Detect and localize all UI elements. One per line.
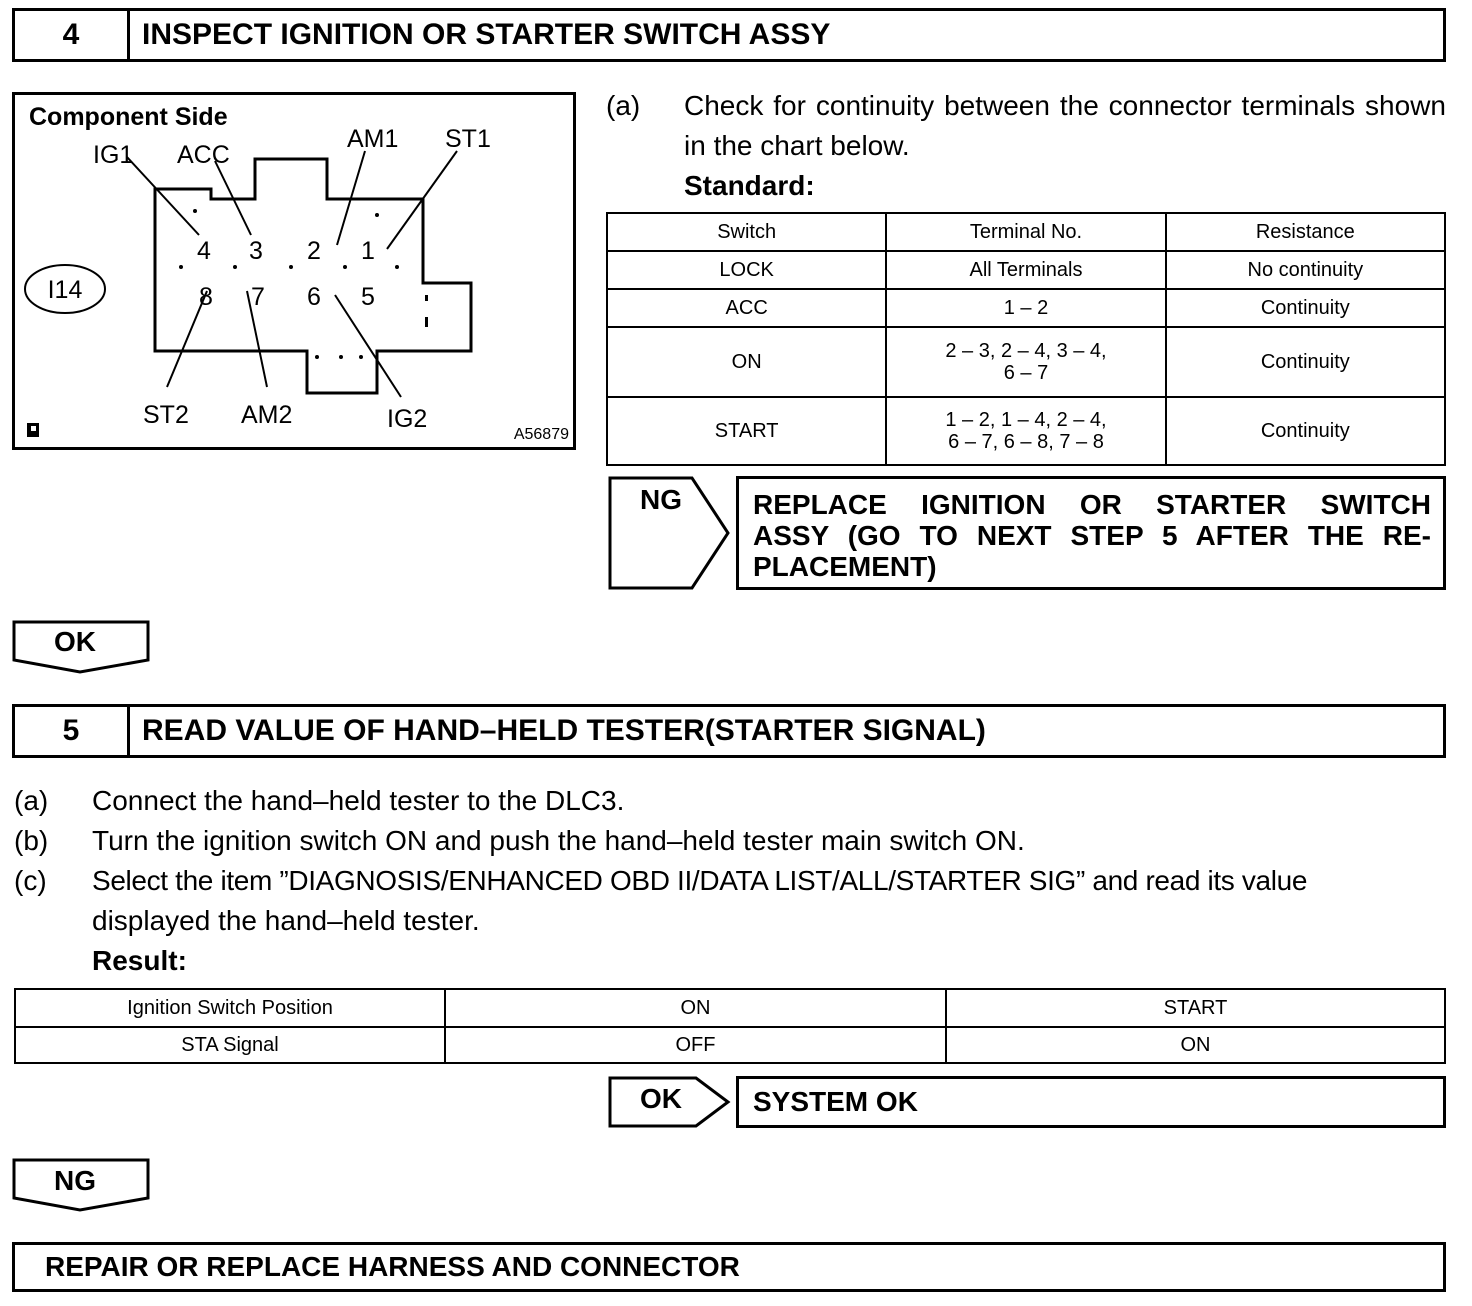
ng-arrow-label: NG (640, 484, 682, 515)
item-label: (a) (14, 785, 49, 816)
table-row (607, 327, 1445, 397)
table-header: START (946, 989, 1445, 1027)
cell-switch: ON (607, 327, 886, 397)
item-label: (b) (14, 825, 49, 856)
label-am1: AM1 (347, 125, 399, 153)
step-4-number: 4 (15, 11, 130, 59)
terminal-line: 6 – 7 (1003, 362, 1049, 384)
ng-result-line: REPLACE IGNITION OR STARTER SWITCH (753, 489, 1431, 520)
connector-figure (12, 92, 576, 450)
cell-terminal (886, 397, 1165, 465)
continuity-table (606, 212, 1446, 466)
label-acc: ACC (177, 141, 230, 169)
ng-result-line: PLACEMENT) (753, 551, 937, 582)
item-text: Connect the hand–held tester to the DLC3. (92, 785, 625, 816)
table-header: Resistance (1166, 213, 1445, 251)
item-text: Select the item ”DIAGNOSIS/ENHANCED OBD II/DATA LIST/ALL/STARTER SIG” and read its value (92, 865, 1308, 896)
label-st2: ST2 (143, 401, 189, 429)
terminal-line: 6 – 7, 6 – 8, 7 – 8 (948, 431, 1104, 453)
ng-result-line: ASSY (GO TO NEXT STEP 5 AFTER THE RE- (753, 520, 1431, 551)
label-am2: AM2 (241, 401, 293, 429)
connector-dots (179, 209, 428, 359)
cell-resistance: Continuity (1166, 327, 1445, 397)
cell-terminal: 1 – 2 (886, 289, 1165, 327)
step-5-instructions (14, 781, 1446, 981)
pin-3: 3 (249, 237, 263, 265)
pin-5: 5 (361, 283, 375, 311)
table-header: ON (445, 989, 946, 1027)
cell-switch: START (607, 397, 886, 465)
cell-switch: ACC (607, 289, 886, 327)
instruction-text: Check for continuity between the connector terminals shown in the chart below. (684, 90, 1446, 161)
step-5-header (12, 704, 1446, 758)
table-row (607, 251, 1445, 289)
label-ig1: IG1 (93, 141, 134, 169)
cell-switch: LOCK (607, 251, 886, 289)
step-5-number: 5 (15, 707, 130, 755)
table-row (15, 1027, 1445, 1063)
step-5-title: READ VALUE OF HAND–HELD TESTER(STARTER SIGNAL) (142, 714, 986, 747)
label-ig2: IG2 (387, 405, 428, 433)
result-label: Result: (92, 945, 187, 976)
list-item (14, 861, 1446, 941)
cell-resistance: Continuity (1166, 397, 1445, 465)
table-cell: OFF (445, 1027, 946, 1063)
step-4-instruction (606, 86, 1446, 206)
ok-down-label: OK (54, 626, 96, 657)
table-cell: STA Signal (15, 1027, 445, 1063)
list-item (14, 821, 1446, 861)
final-action-box (12, 1242, 1446, 1292)
table-header: Ignition Switch Position (15, 989, 445, 1027)
result-table (14, 988, 1446, 1064)
table-row (607, 397, 1445, 465)
table-row (15, 989, 1445, 1027)
connector-diagram (15, 95, 573, 447)
pin-6: 6 (307, 283, 321, 311)
ok-result-text: SYSTEM OK (753, 1086, 918, 1117)
pin-2: 2 (307, 237, 321, 265)
figure-heading: Component Side (29, 103, 228, 131)
step-4-header (12, 8, 1446, 62)
cell-terminal: All Terminals (886, 251, 1165, 289)
figure-code: A56879 (513, 426, 569, 443)
list-item (14, 781, 1446, 821)
terminal-line: 1 – 2, 1 – 4, 2 – 4, (945, 409, 1107, 431)
standard-label: Standard: (684, 170, 815, 201)
pin-8: 8 (199, 283, 213, 311)
table-header: Terminal No. (886, 213, 1165, 251)
step-4-title: INSPECT IGNITION OR STARTER SWITCH ASSY (142, 18, 831, 51)
connector-outline (155, 159, 471, 393)
table-row (607, 289, 1445, 327)
cell-terminal (886, 327, 1165, 397)
connector-id: I14 (47, 276, 83, 304)
cell-resistance: Continuity (1166, 289, 1445, 327)
item-text: displayed the hand–held tester. (92, 905, 480, 936)
pin-1: 1 (361, 237, 375, 265)
item-label: (c) (14, 865, 47, 896)
label-st1: ST1 (445, 125, 491, 153)
instruction-label: (a) (606, 90, 641, 121)
ok-result-box (736, 1076, 1446, 1128)
ng-down-label: NG (54, 1165, 96, 1196)
terminal-line: 2 – 3, 2 – 4, 3 – 4, (945, 340, 1107, 362)
ng-result-box (736, 476, 1446, 590)
final-action-text: REPAIR OR REPLACE HARNESS AND CONNECTOR (45, 1251, 740, 1282)
ok-arrow-label: OK (640, 1083, 682, 1114)
item-text: Turn the ignition switch ON and push the hand–held tester main switch ON. (92, 825, 1025, 856)
pin-4: 4 (197, 237, 211, 265)
table-cell: ON (946, 1027, 1445, 1063)
table-header: Switch (607, 213, 886, 251)
cell-resistance: No continuity (1166, 251, 1445, 289)
pin-7: 7 (251, 283, 265, 311)
